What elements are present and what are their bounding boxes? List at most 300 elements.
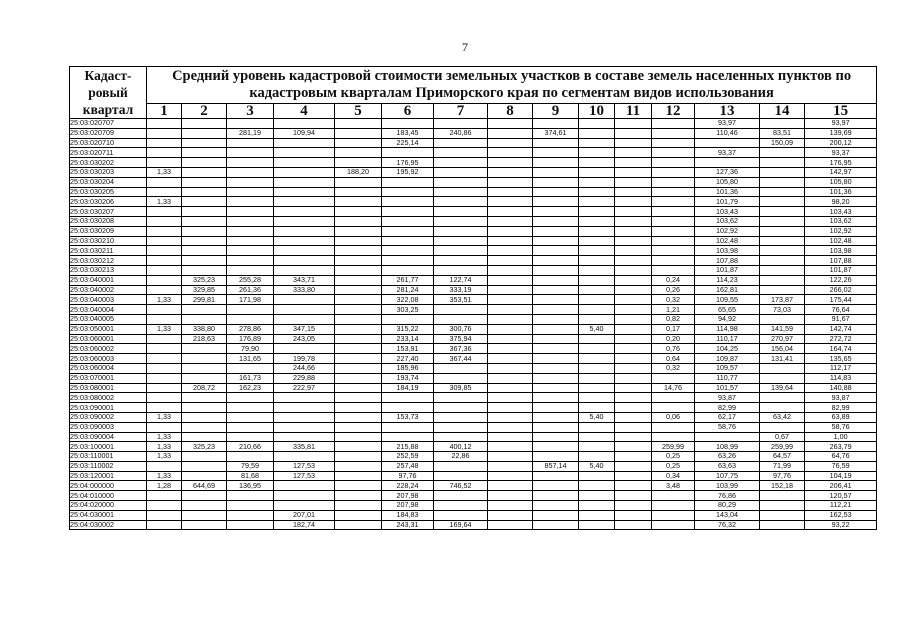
cost-value-cell bbox=[760, 187, 805, 197]
cost-value-cell bbox=[147, 354, 182, 364]
cost-value-cell bbox=[335, 491, 382, 501]
cost-value-cell bbox=[434, 167, 488, 177]
cost-value-cell bbox=[182, 461, 227, 471]
cost-value-cell bbox=[182, 226, 227, 236]
cost-value-cell: 322,08 bbox=[382, 295, 434, 305]
table-row bbox=[70, 354, 877, 364]
cost-value-cell bbox=[579, 491, 615, 501]
cost-value-cell bbox=[335, 216, 382, 226]
cost-value-cell bbox=[760, 510, 805, 520]
cost-value-cell: 141,59 bbox=[760, 324, 805, 334]
cost-value-cell bbox=[182, 138, 227, 148]
cost-value-cell bbox=[579, 128, 615, 138]
cost-value-cell bbox=[615, 393, 652, 403]
cost-value-cell bbox=[533, 207, 579, 217]
cost-value-cell bbox=[382, 148, 434, 158]
cost-value-cell bbox=[182, 510, 227, 520]
cost-value-cell: 176,95 bbox=[805, 158, 877, 168]
cost-value-cell bbox=[760, 422, 805, 432]
cost-value-cell: 252,59 bbox=[382, 452, 434, 462]
cost-value-cell: 300,76 bbox=[434, 324, 488, 334]
cost-value-cell bbox=[579, 471, 615, 481]
cost-value-cell bbox=[760, 275, 805, 285]
cost-value-cell: 76,32 bbox=[695, 520, 760, 530]
cost-value-cell bbox=[335, 119, 382, 129]
cost-value-cell bbox=[488, 373, 533, 383]
cost-value-cell: 127,36 bbox=[695, 167, 760, 177]
cost-value-cell bbox=[488, 324, 533, 334]
cost-value-cell bbox=[335, 344, 382, 354]
cost-value-cell: 0,82 bbox=[652, 314, 695, 324]
cost-value-cell: 0,67 bbox=[760, 432, 805, 442]
cost-value-cell bbox=[652, 177, 695, 187]
cost-value-cell bbox=[760, 314, 805, 324]
segment-number-header: 14 bbox=[760, 104, 805, 119]
cost-value-cell bbox=[274, 236, 335, 246]
cadastral-quarter-id: 25:04:030001 bbox=[70, 510, 147, 520]
cost-value-cell: 93,37 bbox=[805, 148, 877, 158]
cost-value-cell bbox=[147, 265, 182, 275]
cost-value-cell bbox=[382, 403, 434, 413]
cost-value-cell: 91,67 bbox=[805, 314, 877, 324]
cost-value-cell bbox=[147, 236, 182, 246]
cost-value-cell: 114,98 bbox=[695, 324, 760, 334]
cadastral-quarter-id: 25:03:110001 bbox=[70, 452, 147, 462]
cost-value-cell bbox=[434, 491, 488, 501]
cost-value-cell bbox=[382, 314, 434, 324]
cadastral-quarter-id: 25:03:060002 bbox=[70, 344, 147, 354]
cost-value-cell: 303,25 bbox=[382, 305, 434, 315]
table-row bbox=[70, 344, 877, 354]
cost-value-cell: 338,80 bbox=[182, 324, 227, 334]
cost-value-cell: 140,88 bbox=[805, 383, 877, 393]
cost-value-cell bbox=[579, 275, 615, 285]
cost-value-cell bbox=[227, 226, 274, 236]
table-row bbox=[70, 305, 877, 315]
cost-value-cell bbox=[615, 256, 652, 266]
cost-value-cell: 120,57 bbox=[805, 491, 877, 501]
cost-value-cell: 333,80 bbox=[274, 285, 335, 295]
cost-value-cell bbox=[382, 119, 434, 129]
cost-value-cell bbox=[579, 334, 615, 344]
cost-value-cell bbox=[652, 187, 695, 197]
table-row bbox=[70, 207, 877, 217]
cost-value-cell bbox=[335, 148, 382, 158]
cost-value-cell: 171,98 bbox=[227, 295, 274, 305]
cost-value-cell bbox=[434, 305, 488, 315]
cadastral-quarter-id: 25:03:060001 bbox=[70, 334, 147, 344]
cost-value-cell bbox=[434, 265, 488, 275]
cost-value-cell: 94,92 bbox=[695, 314, 760, 324]
cost-value-cell bbox=[488, 344, 533, 354]
cost-value-cell bbox=[652, 148, 695, 158]
cost-value-cell: 375,94 bbox=[434, 334, 488, 344]
cost-value-cell bbox=[434, 187, 488, 197]
cadastral-quarter-id: 25:03:090004 bbox=[70, 432, 147, 442]
table-row bbox=[70, 119, 877, 129]
cost-value-cell bbox=[434, 393, 488, 403]
cost-value-cell bbox=[147, 158, 182, 168]
segment-number-header: 11 bbox=[615, 104, 652, 119]
cost-value-cell bbox=[615, 265, 652, 275]
table-row bbox=[70, 442, 877, 452]
cost-value-cell bbox=[615, 510, 652, 520]
cost-value-cell bbox=[182, 305, 227, 315]
cost-value-cell bbox=[615, 246, 652, 256]
cadastral-quarter-id: 25:03:030205 bbox=[70, 187, 147, 197]
table-row bbox=[70, 412, 877, 422]
table-row bbox=[70, 422, 877, 432]
cost-value-cell bbox=[147, 363, 182, 373]
cost-value-cell bbox=[182, 412, 227, 422]
cost-value-cell: 93,22 bbox=[805, 520, 877, 530]
cost-value-cell bbox=[434, 510, 488, 520]
cost-value-cell: 206,41 bbox=[805, 481, 877, 491]
cost-value-cell bbox=[652, 138, 695, 148]
cost-value-cell bbox=[335, 177, 382, 187]
cost-value-cell: 142,74 bbox=[805, 324, 877, 334]
segment-number-header: 8 bbox=[488, 104, 533, 119]
cost-value-cell: 0,17 bbox=[652, 324, 695, 334]
cost-value-cell: 200,12 bbox=[805, 138, 877, 148]
cost-value-cell: 101,36 bbox=[805, 187, 877, 197]
cost-value-cell bbox=[335, 265, 382, 275]
cost-value-cell bbox=[579, 354, 615, 364]
table-row bbox=[70, 177, 877, 187]
cost-value-cell bbox=[760, 373, 805, 383]
cost-value-cell bbox=[695, 138, 760, 148]
cost-value-cell bbox=[579, 158, 615, 168]
cost-value-cell bbox=[147, 344, 182, 354]
cost-value-cell: 131,65 bbox=[227, 354, 274, 364]
cost-value-cell: 143,04 bbox=[695, 510, 760, 520]
cost-value-cell: 81,68 bbox=[227, 471, 274, 481]
cost-value-cell bbox=[274, 403, 335, 413]
cadastral-quarter-id: 25:03:030213 bbox=[70, 265, 147, 275]
cost-value-cell: 0,26 bbox=[652, 285, 695, 295]
cost-value-cell: 156,04 bbox=[760, 344, 805, 354]
cost-value-cell bbox=[274, 256, 335, 266]
cost-value-cell: 281,24 bbox=[382, 285, 434, 295]
cost-value-cell: 175,44 bbox=[805, 295, 877, 305]
cost-value-cell bbox=[533, 363, 579, 373]
cost-value-cell: 131,41 bbox=[760, 354, 805, 364]
cost-value-cell bbox=[533, 324, 579, 334]
cost-value-cell: 207,98 bbox=[382, 501, 434, 511]
cost-value-cell: 225,14 bbox=[382, 138, 434, 148]
cost-value-cell bbox=[434, 363, 488, 373]
cost-value-cell bbox=[227, 197, 274, 207]
cadastral-quarter-id: 25:03:030207 bbox=[70, 207, 147, 217]
cost-value-cell bbox=[182, 265, 227, 275]
cadastral-quarter-id: 25:04:010000 bbox=[70, 491, 147, 501]
cost-value-cell: 1,33 bbox=[147, 442, 182, 452]
cost-value-cell: 3,48 bbox=[652, 481, 695, 491]
cost-value-cell bbox=[652, 501, 695, 511]
table-row bbox=[70, 314, 877, 324]
cost-value-cell: 0,32 bbox=[652, 363, 695, 373]
cost-value-cell: 104,25 bbox=[695, 344, 760, 354]
cost-value-cell bbox=[652, 393, 695, 403]
cost-value-cell bbox=[579, 138, 615, 148]
cost-value-cell bbox=[147, 138, 182, 148]
cost-value-cell bbox=[488, 128, 533, 138]
cost-value-cell bbox=[227, 138, 274, 148]
cost-value-cell bbox=[579, 452, 615, 462]
cadastral-quarter-id: 25:03:080002 bbox=[70, 393, 147, 403]
cost-value-cell bbox=[382, 256, 434, 266]
cost-value-cell bbox=[760, 148, 805, 158]
segment-number-header: 7 bbox=[434, 104, 488, 119]
cost-value-cell bbox=[488, 442, 533, 452]
cost-value-cell bbox=[652, 119, 695, 129]
cost-value-cell bbox=[434, 216, 488, 226]
cost-value-cell: 329,85 bbox=[182, 285, 227, 295]
cost-value-cell bbox=[434, 412, 488, 422]
cost-value-cell bbox=[579, 265, 615, 275]
cost-value-cell bbox=[488, 246, 533, 256]
cost-value-cell bbox=[615, 481, 652, 491]
cost-value-cell bbox=[533, 422, 579, 432]
cost-value-cell bbox=[274, 432, 335, 442]
cost-value-cell bbox=[147, 403, 182, 413]
cost-value-cell bbox=[579, 305, 615, 315]
cost-value-cell bbox=[182, 354, 227, 364]
cost-value-cell bbox=[147, 491, 182, 501]
table-row bbox=[70, 334, 877, 344]
cost-value-cell bbox=[615, 373, 652, 383]
cost-value-cell: 63,63 bbox=[695, 461, 760, 471]
cost-value-cell bbox=[579, 510, 615, 520]
cost-value-cell bbox=[227, 432, 274, 442]
cost-value-cell bbox=[533, 158, 579, 168]
cost-value-cell: 58,76 bbox=[805, 422, 877, 432]
cost-value-cell bbox=[147, 305, 182, 315]
cost-value-cell bbox=[335, 128, 382, 138]
cost-value-cell: 244,66 bbox=[274, 363, 335, 373]
cost-value-cell bbox=[652, 432, 695, 442]
cost-value-cell bbox=[434, 461, 488, 471]
cost-value-cell bbox=[335, 158, 382, 168]
cost-value-cell: 207,98 bbox=[382, 491, 434, 501]
cost-value-cell bbox=[488, 393, 533, 403]
cost-value-cell bbox=[274, 305, 335, 315]
cost-value-cell bbox=[615, 128, 652, 138]
cadastral-quarter-id: 25:03:090002 bbox=[70, 412, 147, 422]
cost-value-cell: 261,77 bbox=[382, 275, 434, 285]
cost-value-cell: 93,87 bbox=[805, 393, 877, 403]
cost-value-cell bbox=[533, 393, 579, 403]
cost-value-cell bbox=[182, 256, 227, 266]
cost-value-cell: 162,53 bbox=[805, 510, 877, 520]
cost-value-cell bbox=[652, 128, 695, 138]
cost-value-cell: 176,89 bbox=[227, 334, 274, 344]
cost-value-cell: 278,86 bbox=[227, 324, 274, 334]
cadastral-quarter-id: 25:03:030211 bbox=[70, 246, 147, 256]
cost-value-cell bbox=[533, 314, 579, 324]
cost-value-cell bbox=[695, 432, 760, 442]
cost-value-cell bbox=[382, 207, 434, 217]
cost-value-cell bbox=[274, 491, 335, 501]
cost-value-cell bbox=[579, 383, 615, 393]
cost-value-cell: 259,99 bbox=[652, 442, 695, 452]
cost-value-cell bbox=[652, 158, 695, 168]
cadastral-quarter-id: 25:03:090001 bbox=[70, 403, 147, 413]
cost-value-cell bbox=[382, 177, 434, 187]
cost-value-cell: 101,87 bbox=[805, 265, 877, 275]
cost-value-cell bbox=[274, 207, 335, 217]
cost-value-cell bbox=[335, 334, 382, 344]
table-row bbox=[70, 520, 877, 530]
cost-value-cell bbox=[147, 373, 182, 383]
cost-value-cell: 374,61 bbox=[533, 128, 579, 138]
cadastral-quarter-id: 25:03:030212 bbox=[70, 256, 147, 266]
cost-value-cell bbox=[488, 148, 533, 158]
cost-value-cell bbox=[147, 216, 182, 226]
cost-value-cell bbox=[533, 275, 579, 285]
cost-value-cell: 229,88 bbox=[274, 373, 335, 383]
cost-value-cell: 325,23 bbox=[182, 275, 227, 285]
cost-value-cell bbox=[533, 305, 579, 315]
cost-value-cell bbox=[652, 246, 695, 256]
segment-number-header: 13 bbox=[695, 104, 760, 119]
cost-value-cell bbox=[147, 207, 182, 217]
cost-value-cell bbox=[533, 452, 579, 462]
cost-value-cell bbox=[274, 177, 335, 187]
cost-value-cell bbox=[274, 501, 335, 511]
cadastral-quarter-id: 25:04:030002 bbox=[70, 520, 147, 530]
cost-value-cell bbox=[533, 256, 579, 266]
cost-value-cell bbox=[335, 422, 382, 432]
cost-value-cell: 0,25 bbox=[652, 452, 695, 462]
segment-number-header: 5 bbox=[335, 104, 382, 119]
cost-value-cell: 101,36 bbox=[695, 187, 760, 197]
cost-value-cell: 1,33 bbox=[147, 324, 182, 334]
cadastral-quarter-id: 25:03:110002 bbox=[70, 461, 147, 471]
table-row bbox=[70, 236, 877, 246]
cost-value-cell bbox=[147, 226, 182, 236]
cadastral-quarter-id: 25:03:030210 bbox=[70, 236, 147, 246]
cadastral-quarter-id: 25:03:030203 bbox=[70, 167, 147, 177]
cost-value-cell bbox=[227, 256, 274, 266]
cost-value-cell: 127,53 bbox=[274, 471, 335, 481]
cost-value-cell: 122,74 bbox=[434, 275, 488, 285]
cost-value-cell: 63,42 bbox=[760, 412, 805, 422]
cost-value-cell: 1,21 bbox=[652, 305, 695, 315]
segment-number-header: 1 bbox=[147, 104, 182, 119]
cost-value-cell bbox=[488, 265, 533, 275]
table-body bbox=[70, 119, 877, 530]
cost-value-cell bbox=[227, 452, 274, 462]
cost-value-cell bbox=[274, 314, 335, 324]
cost-value-cell: 0,34 bbox=[652, 471, 695, 481]
cost-value-cell bbox=[652, 403, 695, 413]
cost-value-cell bbox=[382, 197, 434, 207]
cost-value-cell bbox=[382, 226, 434, 236]
cost-value-cell: 153,91 bbox=[382, 344, 434, 354]
cost-value-cell: 109,57 bbox=[695, 363, 760, 373]
cost-value-cell bbox=[274, 167, 335, 177]
cost-value-cell bbox=[760, 246, 805, 256]
cost-value-cell: 347,15 bbox=[274, 324, 335, 334]
cost-value-cell: 105,80 bbox=[805, 177, 877, 187]
cadastral-quarter-id: 25:03:030202 bbox=[70, 158, 147, 168]
cost-value-cell: 76,64 bbox=[805, 305, 877, 315]
cost-value-cell: 5,40 bbox=[579, 324, 615, 334]
cost-value-cell bbox=[274, 197, 335, 207]
cost-value-cell bbox=[335, 520, 382, 530]
cost-value-cell bbox=[760, 158, 805, 168]
cost-value-cell bbox=[615, 177, 652, 187]
cost-value-cell: 102,48 bbox=[695, 236, 760, 246]
cost-value-cell bbox=[533, 265, 579, 275]
cost-value-cell bbox=[533, 246, 579, 256]
cost-value-cell bbox=[147, 177, 182, 187]
cost-value-cell: 644,69 bbox=[182, 481, 227, 491]
cost-value-cell: 164,74 bbox=[805, 344, 877, 354]
cost-value-cell bbox=[760, 403, 805, 413]
segment-number-header: 6 bbox=[382, 104, 434, 119]
cost-value-cell bbox=[533, 432, 579, 442]
cost-value-cell bbox=[652, 510, 695, 520]
cost-value-cell bbox=[533, 187, 579, 197]
cadastral-quarter-id: 25:03:060004 bbox=[70, 363, 147, 373]
cost-value-cell bbox=[615, 295, 652, 305]
segment-number-header: 9 bbox=[533, 104, 579, 119]
table-row bbox=[70, 295, 877, 305]
cost-value-cell bbox=[488, 422, 533, 432]
cost-value-cell: 333,19 bbox=[434, 285, 488, 295]
cost-value-cell bbox=[274, 119, 335, 129]
cost-value-cell: 335,81 bbox=[274, 442, 335, 452]
cost-value-cell bbox=[533, 148, 579, 158]
cost-value-cell: 101,79 bbox=[695, 197, 760, 207]
cost-value-cell bbox=[488, 226, 533, 236]
cost-value-cell: 272,72 bbox=[805, 334, 877, 344]
cost-value-cell bbox=[434, 138, 488, 148]
cost-value-cell bbox=[533, 501, 579, 511]
cost-value-cell bbox=[182, 197, 227, 207]
cost-value-cell: 102,48 bbox=[805, 236, 877, 246]
table-row bbox=[70, 403, 877, 413]
cost-value-cell bbox=[533, 471, 579, 481]
cost-value-cell bbox=[147, 422, 182, 432]
cost-value-cell: 64,57 bbox=[760, 452, 805, 462]
cost-value-cell: 218,63 bbox=[182, 334, 227, 344]
cost-value-cell bbox=[382, 265, 434, 275]
cost-value-cell bbox=[182, 148, 227, 158]
cost-value-cell bbox=[615, 520, 652, 530]
cost-value-cell bbox=[182, 177, 227, 187]
cost-value-cell bbox=[182, 344, 227, 354]
table-row bbox=[70, 501, 877, 511]
cost-value-cell bbox=[533, 491, 579, 501]
cost-value-cell bbox=[615, 403, 652, 413]
cost-value-cell: 367,44 bbox=[434, 354, 488, 364]
cost-value-cell: 857,14 bbox=[533, 461, 579, 471]
cost-value-cell bbox=[488, 471, 533, 481]
cost-value-cell bbox=[335, 256, 382, 266]
cost-value-cell bbox=[182, 432, 227, 442]
cost-value-cell bbox=[533, 510, 579, 520]
table-row bbox=[70, 373, 877, 383]
cost-value-cell bbox=[533, 442, 579, 452]
cost-value-cell: 93,97 bbox=[805, 119, 877, 129]
cost-value-cell: 114,83 bbox=[805, 373, 877, 383]
cost-value-cell bbox=[760, 520, 805, 530]
cost-value-cell bbox=[488, 403, 533, 413]
cadastral-quarter-id: 25:03:040004 bbox=[70, 305, 147, 315]
